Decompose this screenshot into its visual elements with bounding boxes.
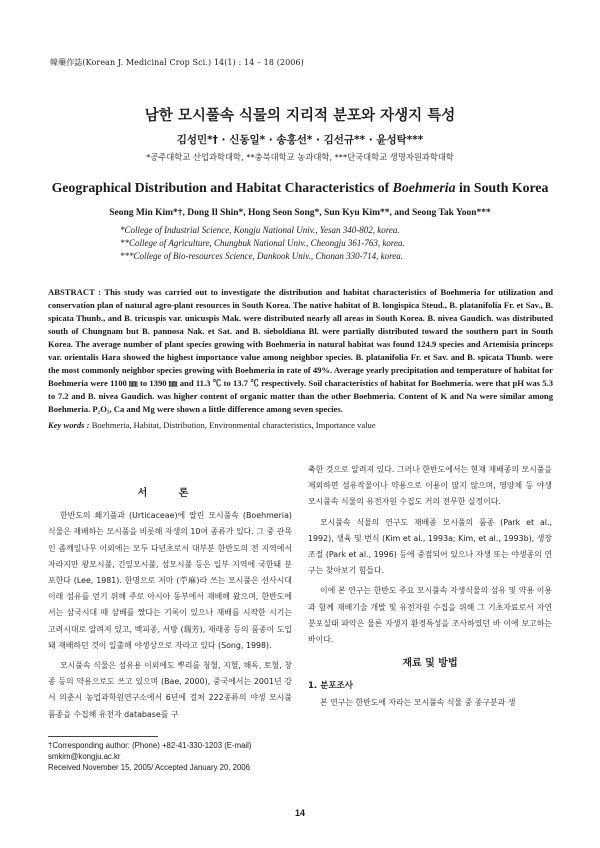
body-paragraph: 모시풀속 식물의 연구도 재배종 모시풀의 품종 (Park et al., 1992), 생육 및 번식 (Kim et al., 1993a; Kim, et al., 1993b), 생장조절 (Park et al., 1996) 등에 중점되어 있으나 자생 또는 야생종의 연구는 찾아보기 힘들다. — [308, 517, 552, 576]
page-number: 14 — [294, 808, 305, 818]
keywords-list: Boehmeria, Habitat, Distribution, Environmental characteristics, Importance value — [91, 420, 376, 430]
footnote — [48, 740, 308, 773]
received-dates: Received November 15, 2005/ Accepted January 20, 2006 — [48, 763, 250, 772]
keywords-label: Key words : — [48, 420, 92, 430]
left-column — [48, 486, 292, 727]
korean-title: 남한 모시풀속 식물의 지리적 분포와 자생지 특성 — [144, 108, 456, 124]
affiliation-line: ***College of Bio-resources Science, Dankook Univ., Chonan 330-714, korea. — [120, 251, 404, 261]
english-affiliations — [120, 224, 520, 263]
corresponding-author: †Corresponding author: (Phone) +82-41-330-1203 (E-mail) smkim@kongju.ac.kr — [48, 741, 252, 761]
korean-authors: 김성민*† · 신동일* · 송홍선* · 김선규** · 윤성탁*** — [176, 134, 424, 146]
right-column — [308, 462, 552, 715]
affiliation-line: **College of Agriculture, Chungbuk National Univ., Cheongju 361-763, korea. — [120, 238, 405, 248]
footnote-divider — [48, 736, 158, 737]
keywords — [48, 420, 553, 430]
affiliation-line: *College of Industrial Science, Kongju National Univ., Yesan 340-802, korea. — [120, 225, 400, 235]
body-paragraph: 이에 본 연구는 한반도 주요 모시풀속 자생식물의 섬유 및 약용 이용과 함께 재배기술 개발 및 유전자원 수집을 위해 그 기초자료로서 자연분포실태 파악은 물론 자생지 환경특성을 조사하였던 바 이에 보고하는 바이다. — [308, 586, 552, 645]
body-paragraph: 본 연구는 한반도에 자라는 모시풀속 식물 중 종구분과 생 — [320, 697, 516, 707]
body-paragraph: 모시풀속 식물은 섬유용 이외에도 뿌리를 청혈, 지혈, 해독, 토혈, 창종 등의 약용으로도 쓰고 있으며 (Bae, 2000), 중국에서는 2001년 강서 의춘시 농업과학원연구소에서 6년에 걸쳐 222종류의 야생 모시풀 품종을 수집해 유전자 database를 구 — [48, 661, 292, 719]
introduction-heading: 서 론 — [137, 488, 203, 499]
english-title-suffix: in South Korea — [455, 180, 549, 195]
methods-subsection-heading: 1. 분포조사 — [308, 681, 353, 692]
english-title — [0, 180, 600, 196]
journal-header: 韓藥作誌(Korean J. Medicinal Crop Sci.) 14(1) : 14 – 18 (2006) — [50, 58, 304, 67]
body-paragraph: 한반도의 쐐기풀과 (Urticaceae)에 딸린 모시풀속 (Boehmeria) 식물은 재배하는 모시풀을 비롯해 자생의 10여 종류가 있다. 그 중 관목인 좀깨잎나무 이외에는 모두 다년초로서 대부분 한반도의 전 지역에서 자라지만 왕모시풀, 긴잎모시풀, 섬모시풀 등은 일부 지역에 국한돼 분포한다 (Lee, 1981). 한명으로 저마 (苧麻)라 쓰는 모시풀은 선사시대 이래 섬유를 얻기 위해 주로 아시아 동부에서 재배해 왔으며, 한반도에서는 삼국시대 때 삼베를 짰다는 기록이 있으나 재배를 시작한 시기는 고려시대로 알려져 있고, 백피종, 서방 (瑞芳), 재래종 등의 품종이 도입돼 재배하던 것이 일출해 야생상으로 자라고 있다 (Song, 1998). — [48, 511, 292, 650]
english-title-genus: Boehmeria — [392, 180, 456, 195]
body-paragraph: 축한 것으로 알려져 있다. 그러나 한반도에서는 현재 재배종의 모시풀을 제외하면 섬유작물이나 약용으로 이용이 많지 않으며, 영양체 등 야생 모시풀속 식물의 유전자원 수집도 거의 전무한 실정이다. — [308, 465, 552, 507]
abstract-text: ABSTRACT : This study was carried out to investigate the distribution and habitat characteristics of Boehmeria for utilization and conservation plan of natural agro-plant resources in South Korea. The native habitat of B. longispica Steud., B. platanifolia Fr. et Sav., B. spicata Thunb., and B. tricuspis var. unicuspis Mak. were distributed nearly all areas in South Korea. B. nivea Gaudich. was distributed south of Chungnam but B. pannosa Nak. et Sat. and B. sieboldiana Bl. were partially distributed toward the southern part in South Korea. The average number of plant species growing with Boehmeria in natural habitat was found 124.9 species and Artemisia princeps var. orientalis Hara showed the highest importance value among neighbor species. B. platanifolia Fr. et Sav. and B. spicata Thunb. were the most commonly neighbor species growing with Boehmeria in rate of 49%. Average yearly precipitation and temperature of habitat for Boehmeria were 1100 ㎜ to 1390 ㎜ and 11.3 ℃ to 13.7 ℃ respectively. Soil characteristics of habitat for Boehmeria. were that pH was 5.3 to 7.2 and B. nivea Gaudich. was higher content of organic matter than the other Boehmeria. Content of K and Na were similar among Boehmeria. P₂O₅, Ca and Mg were shown a little difference among seven species. — [48, 287, 553, 414]
methods-heading: 재료 및 방법 — [402, 658, 458, 670]
english-title-prefix: Geographical Distribution and Habitat Characteristics of — [51, 180, 393, 195]
korean-affiliations: *공주대학교 산업과학대학, **충북대학교 농과대학, ***단국대학교 생명자원과학대학 — [146, 152, 454, 162]
english-authors: Seong Min Kim*†, Dong Il Shin*, Hong Seon Song*, Sun Kyu Kim**, and Seong Tak Yoon*** — [109, 208, 491, 218]
